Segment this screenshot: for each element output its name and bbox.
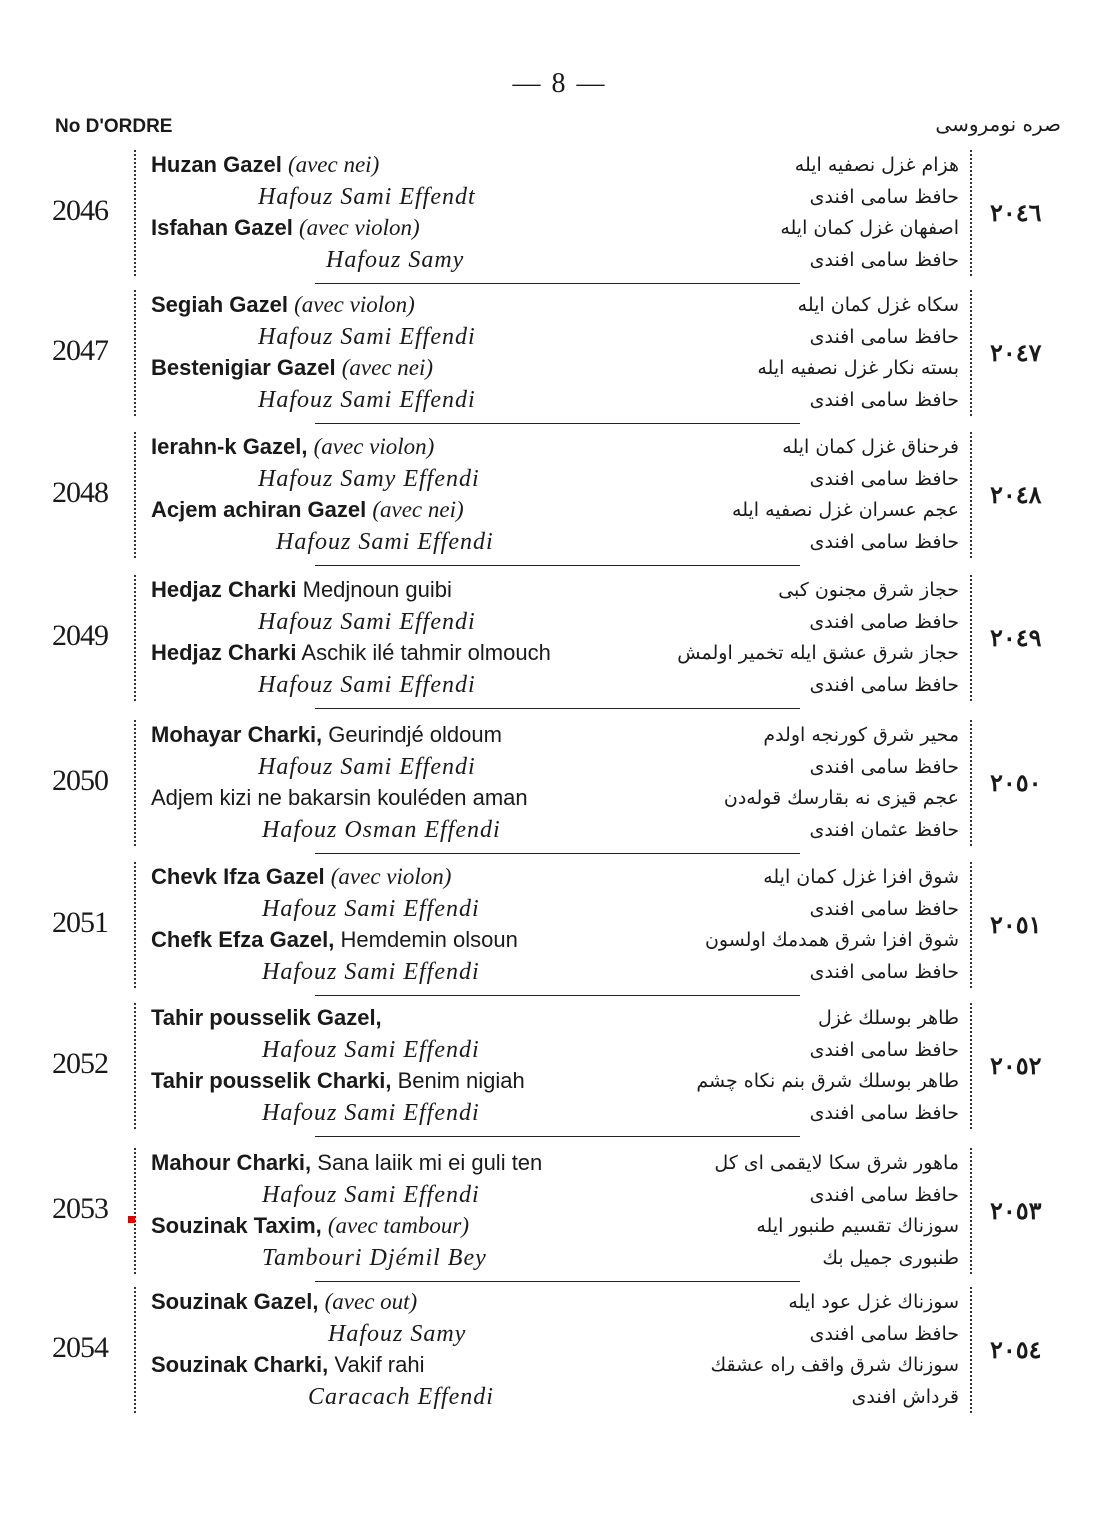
title-subtitle: Adjem kizi ne bakarsin kouléden aman xyxy=(151,785,528,810)
order-number: 2046 xyxy=(52,194,108,227)
dotted-column-rule xyxy=(134,1287,136,1413)
recording-title-arabic: سوزناك شرق واقف راه عشقك xyxy=(710,1354,959,1376)
order-number-arabic: ٢٠٤٦ xyxy=(990,198,1042,227)
recording-title-arabic: سکاه غزل کمان ایله xyxy=(797,294,959,316)
performer-name-arabic: حافظ سامی افندی xyxy=(809,248,959,271)
recording-title-arabic: اصفهان غزل کمان ایله xyxy=(780,217,959,239)
recording-title-arabic: طاهر بوسلك غزل xyxy=(817,1007,959,1029)
entry-separator xyxy=(315,565,800,566)
dotted-column-rule xyxy=(134,862,136,988)
recording-title xyxy=(151,925,518,955)
performer-name: Hafouz Sami Effendi xyxy=(258,753,476,780)
recording-title-arabic: حجاز شرق مجنون کبی xyxy=(778,579,959,601)
recording-title xyxy=(151,432,434,462)
entry-separator xyxy=(315,283,800,284)
order-number: 2049 xyxy=(52,619,108,652)
title-subtitle: Sana laiik mi ei guli ten xyxy=(317,1150,543,1175)
instrument-note: (avec nei) xyxy=(341,355,434,380)
recording-title xyxy=(151,213,420,243)
performer-name-arabic: طنبوری جمیل بك xyxy=(822,1246,959,1269)
performer-name-arabic: حافظ سامی افندی xyxy=(809,1038,959,1061)
title-main: Tahir pousselik Charki, xyxy=(151,1068,392,1093)
catalogue-entry xyxy=(0,150,1119,280)
performer-name: Hafouz Samy xyxy=(328,1320,467,1347)
order-number-arabic: ٢٠٥١ xyxy=(990,910,1042,939)
recording-title-arabic: سوزناك غزل عود ایله xyxy=(788,1291,959,1313)
performer-name-arabic: قرداش افندی xyxy=(851,1385,959,1408)
entry-separator xyxy=(315,708,800,709)
performer-name: Hafouz Sami Effendi xyxy=(262,895,480,922)
performer-name-arabic: حافظ صامی افندی xyxy=(809,610,959,633)
instrument-note: (avec violon) xyxy=(298,215,420,240)
catalogue-entry xyxy=(0,575,1119,705)
recording-title xyxy=(151,495,464,525)
recording-title-arabic: فرحناق غزل کمان ایله xyxy=(782,436,959,458)
recording-title xyxy=(151,1287,417,1317)
order-number: 2050 xyxy=(52,764,108,797)
red-marker xyxy=(128,1216,135,1223)
catalogue-entry xyxy=(0,1003,1119,1133)
instrument-note: (avec violon) xyxy=(313,434,435,459)
dotted-column-rule xyxy=(134,1148,136,1274)
performer-name: Hafouz Samy Effendi xyxy=(258,465,480,492)
catalogue-entry xyxy=(0,290,1119,420)
dotted-column-rule xyxy=(970,720,972,846)
recording-title-arabic: طاهر بوسلك شرق بنم نکاه چشم xyxy=(696,1070,959,1092)
dotted-column-rule xyxy=(134,1003,136,1129)
title-main: Mahour Charki, xyxy=(151,1150,312,1175)
title-main: Hedjaz Charki xyxy=(151,640,297,665)
title-subtitle: Benim nigiah xyxy=(397,1068,525,1093)
order-number-arabic: ٢٠٤٩ xyxy=(990,623,1042,652)
title-main: Souzinak Charki, xyxy=(151,1352,329,1377)
order-number-header: No D'ORDRE xyxy=(55,116,173,137)
recording-title xyxy=(151,720,502,750)
title-main: Souzinak Taxim, xyxy=(151,1213,322,1238)
recording-title xyxy=(151,1211,469,1241)
recording-title xyxy=(151,290,415,320)
recording-title xyxy=(151,575,452,605)
performer-name: Hafouz Sami Effendi xyxy=(258,386,476,413)
page-number: — 8 — xyxy=(512,68,607,99)
title-main: Ierahn-k Gazel, xyxy=(151,434,308,459)
dotted-column-rule xyxy=(970,862,972,988)
performer-name-arabic: حافظ سامی افندی xyxy=(809,388,959,411)
recording-title-arabic: حجاز شرق عشق ایله تخمیر اولمش xyxy=(677,642,959,664)
performer-name-arabic: حافظ سامی افندی xyxy=(809,960,959,983)
title-main: Bestenigiar Gazel xyxy=(151,355,336,380)
title-subtitle: Geurindjé oldoum xyxy=(328,722,502,747)
title-subtitle: Medjnoun guibi xyxy=(302,577,452,602)
order-number: 2052 xyxy=(52,1047,108,1080)
order-number-arabic: ٢٠٥٠ xyxy=(990,768,1042,797)
performer-name-arabic: حافظ سامی افندی xyxy=(809,185,959,208)
dotted-column-rule xyxy=(970,1003,972,1129)
title-main: Chevk Ifza Gazel xyxy=(151,864,325,889)
dotted-column-rule xyxy=(970,1287,972,1413)
recording-title-arabic: محیر شرق کورنجه اولدم xyxy=(763,724,959,746)
performer-name: Hafouz Sami Effendi xyxy=(262,1036,480,1063)
entry-separator xyxy=(315,1281,800,1282)
performer-name-arabic: حافظ سامی افندی xyxy=(809,897,959,920)
catalogue-entry xyxy=(0,1148,1119,1278)
performer-name-arabic: حافظ عثمان افندی xyxy=(809,818,959,841)
recording-title xyxy=(151,638,551,668)
order-number-arabic: ٢٠٤٧ xyxy=(990,338,1042,367)
order-number-arabic: ٢٠٥٤ xyxy=(990,1335,1042,1364)
recording-title-arabic: عجم عسران غزل نصفیه ایله xyxy=(732,499,959,521)
performer-name-arabic: حافظ سامی افندی xyxy=(809,755,959,778)
dotted-column-rule xyxy=(970,290,972,416)
entry-separator xyxy=(315,995,800,996)
recording-title xyxy=(151,1350,424,1380)
catalogue-entry xyxy=(0,1287,1119,1417)
recording-title xyxy=(151,1066,525,1096)
recording-title xyxy=(151,150,379,180)
instrument-note: (avec violon) xyxy=(330,864,452,889)
dotted-column-rule xyxy=(134,720,136,846)
performer-name: Hafouz Osman Effendi xyxy=(262,816,501,843)
instrument-note: (avec violon) xyxy=(294,292,415,317)
performer-name: Caracach Effendi xyxy=(308,1383,494,1410)
performer-name: Hafouz Sami Effendi xyxy=(258,608,476,635)
catalogue-entry xyxy=(0,432,1119,562)
performer-name: Hafouz Sami Effendi xyxy=(262,1181,480,1208)
recording-title xyxy=(151,862,451,892)
instrument-note: (avec out) xyxy=(324,1289,418,1314)
entry-separator xyxy=(315,1136,800,1137)
order-number-arabic: ٢٠٥٣ xyxy=(990,1196,1042,1225)
title-subtitle: Aschik ilé tahmir olmouch xyxy=(301,640,551,665)
catalogue-entry xyxy=(0,862,1119,992)
recording-title-arabic: عجم قیزی نه بقارسك قولەدن xyxy=(723,787,959,809)
order-number: 2048 xyxy=(52,476,108,509)
performer-name-arabic: حافظ سامی افندی xyxy=(809,530,959,553)
performer-name: Hafouz Sami Effendi xyxy=(262,958,480,985)
title-main: Chefk Efza Gazel, xyxy=(151,927,335,952)
performer-name-arabic: حافظ سامی افندی xyxy=(809,1322,959,1345)
performer-name-arabic: حافظ سامی افندی xyxy=(809,1101,959,1124)
recording-title xyxy=(151,1148,542,1178)
title-main: Huzan Gazel xyxy=(151,152,282,177)
instrument-note: (avec tambour) xyxy=(327,1213,470,1238)
recording-title-arabic: سوزناك تقسیم طنبور ایله xyxy=(756,1215,959,1237)
title-main: Segiah Gazel xyxy=(151,292,288,317)
dotted-column-rule xyxy=(970,150,972,276)
order-number: 2047 xyxy=(52,334,108,367)
entry-separator xyxy=(315,423,800,424)
performer-name-arabic: حافظ سامی افندی xyxy=(809,1183,959,1206)
performer-name-arabic: حافظ سامی افندی xyxy=(809,673,959,696)
order-number: 2053 xyxy=(52,1192,108,1225)
order-number-header-arabic: صره نومروسی xyxy=(935,112,1061,136)
title-main: Tahir pousselik Gazel, xyxy=(151,1005,382,1030)
title-main: Acjem achiran Gazel xyxy=(151,497,367,522)
performer-name: Hafouz Samy xyxy=(326,246,465,273)
dotted-column-rule xyxy=(134,290,136,416)
performer-name: Hafouz Sami Effendi xyxy=(258,671,476,698)
dotted-column-rule xyxy=(134,150,136,276)
title-main: Mohayar Charki, xyxy=(151,722,323,747)
instrument-note: (avec nei) xyxy=(287,152,380,177)
title-main: Souzinak Gazel, xyxy=(151,1289,319,1314)
title-main: Isfahan Gazel xyxy=(151,215,293,240)
recording-title-arabic: بسته نکار غزل نصفیه ایله xyxy=(757,357,959,379)
order-number-arabic: ٢٠٥٢ xyxy=(990,1051,1042,1080)
recording-title-arabic: هزام غزل نصفیه ایله xyxy=(794,154,959,176)
recording-title-arabic: شوق افزا غزل کمان ایله xyxy=(763,866,959,888)
order-number: 2051 xyxy=(52,906,108,939)
recording-title xyxy=(151,1003,382,1033)
order-number: 2054 xyxy=(52,1331,108,1364)
recording-title-arabic: ماهور شرق سکا لایقمی ای کل xyxy=(714,1152,959,1174)
recording-title xyxy=(151,783,528,813)
recording-title xyxy=(151,353,433,383)
performer-name: Tambouri Djémil Bey xyxy=(262,1244,487,1271)
instrument-note: (avec nei) xyxy=(372,497,464,522)
entry-separator xyxy=(315,853,800,854)
performer-name-arabic: حافظ سامی افندی xyxy=(809,325,959,348)
dotted-column-rule xyxy=(970,575,972,701)
performer-name: Hafouz Sami Effendi xyxy=(258,323,476,350)
dotted-column-rule xyxy=(134,575,136,701)
dotted-column-rule xyxy=(134,432,136,558)
performer-name: Hafouz Sami Effendi xyxy=(276,528,494,555)
recording-title-arabic: شوق افزا شرق همدمك اولسون xyxy=(704,929,959,951)
title-subtitle: Hemdemin olsoun xyxy=(340,927,518,952)
dotted-column-rule xyxy=(970,1148,972,1274)
performer-name: Hafouz Sami Effendi xyxy=(262,1099,480,1126)
order-number-arabic: ٢٠٤٨ xyxy=(990,480,1042,509)
title-subtitle: Vakif rahi xyxy=(334,1352,425,1377)
performer-name: Hafouz Sami Effendt xyxy=(258,183,476,210)
catalogue-entry xyxy=(0,720,1119,850)
performer-name-arabic: حافظ سامی افندی xyxy=(809,467,959,490)
title-main: Hedjaz Charki xyxy=(151,577,297,602)
dotted-column-rule xyxy=(970,432,972,558)
